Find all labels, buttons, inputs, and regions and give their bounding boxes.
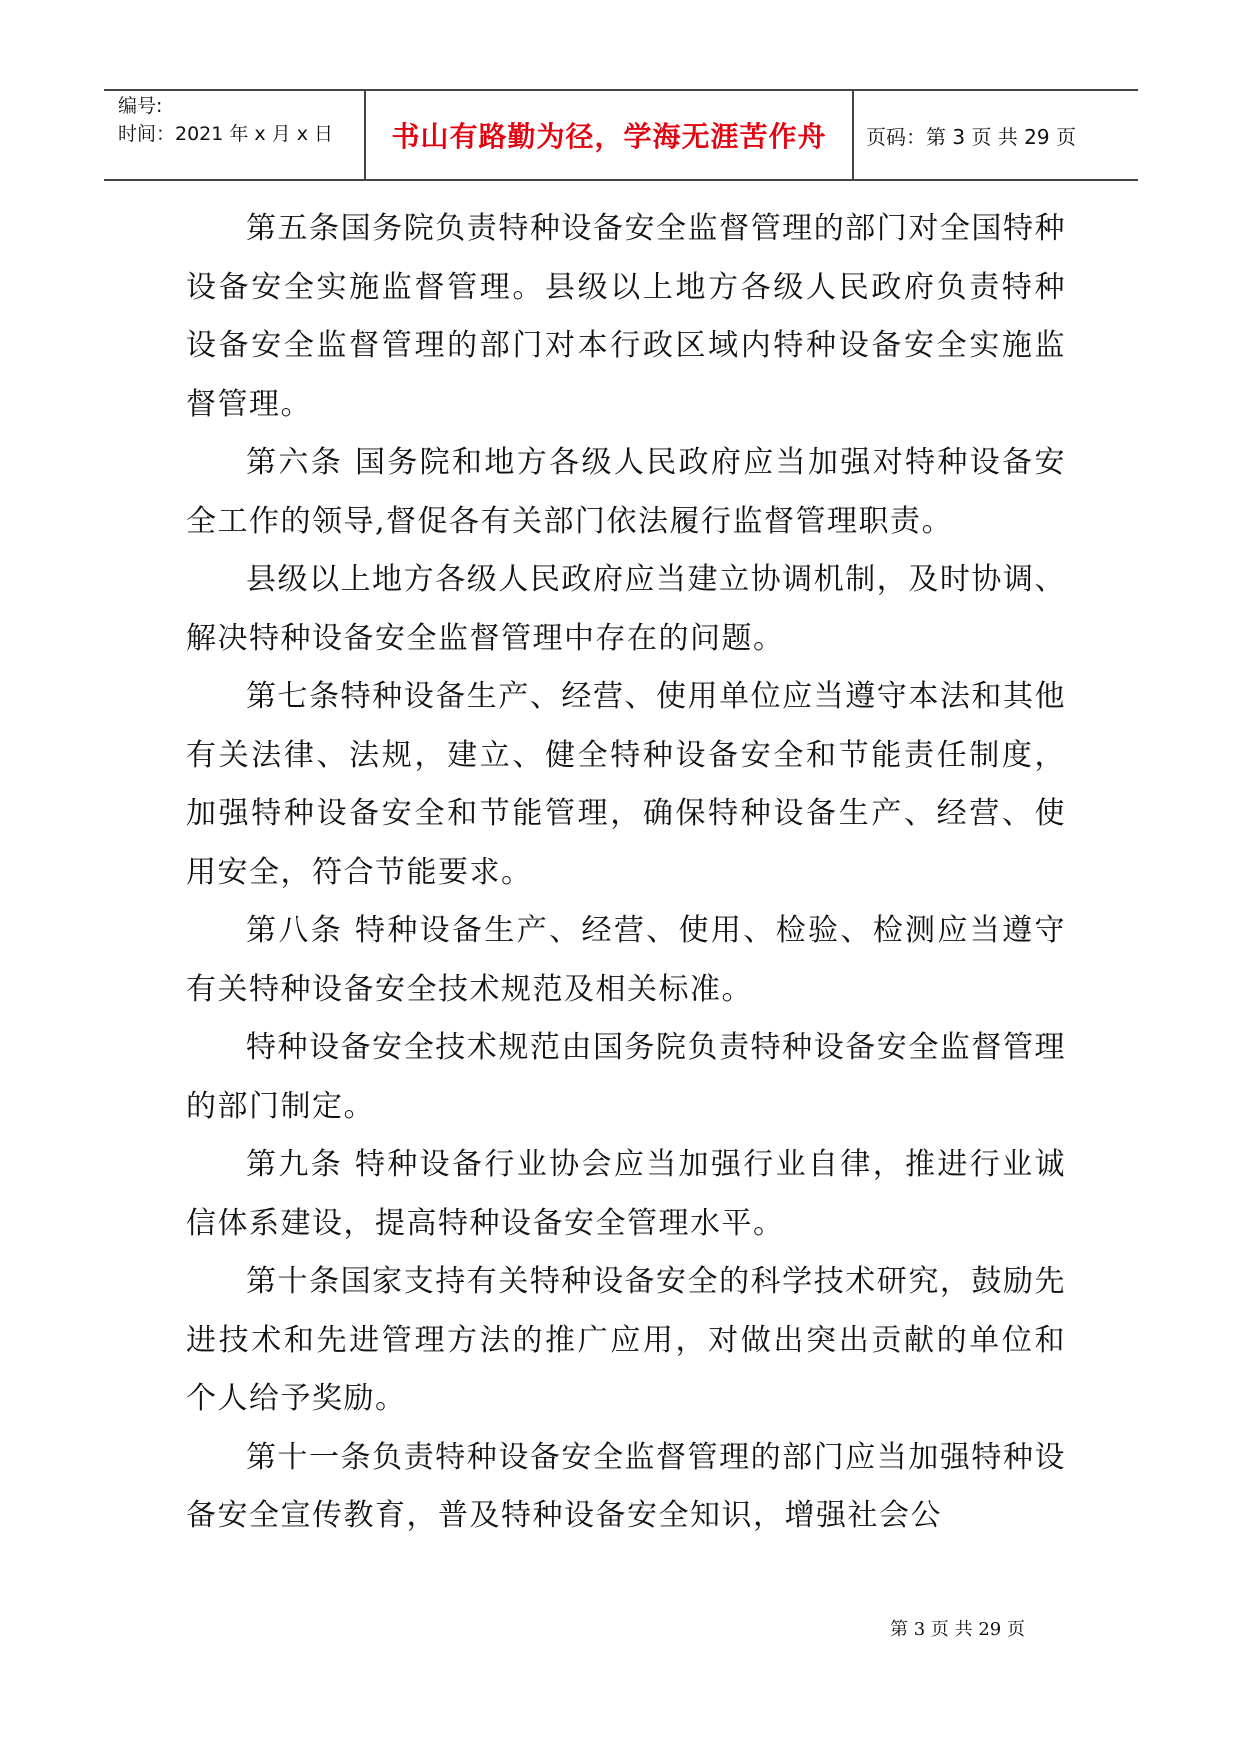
page-footer-number: 第 3 页 共 29 页: [890, 1619, 1025, 1640]
paragraph-article-8: 第八条 特种设备生产、经营、使用、检验、检测应当遵守有关特种设备安全技术规范及相关标准。: [186, 913, 1066, 1007]
header-page-cell: [854, 91, 1138, 179]
header-page-info: 页码：第 3 页 共 29 页: [866, 124, 1076, 149]
header-motto-cell: [366, 91, 854, 179]
document-body: [186, 200, 1066, 1546]
paragraph-article-11: 第十一条负责特种设备安全监督管理的部门应当加强特种设备安全宣传教育，普及特种设备安全知识，增强社会公: [186, 1439, 1066, 1533]
document-time-label: 时间：2021 年 x 月 x 日: [118, 123, 334, 145]
paragraph-article-7: 第七条特种设备生产、经营、使用单位应当遵守本法和其他有关法律、法规，建立、健全特种设备安全和节能责任制度，加强特种设备安全和节能管理，确保特种设备生产、经营、使用安全，符合节能要求。: [186, 679, 1066, 890]
paragraph-article-8-cont: 特种设备安全技术规范由国务院负责特种设备安全监督管理的部门制定。: [186, 1030, 1066, 1124]
paragraph-article-6: 第六条 国务院和地方各级人民政府应当加强对特种设备安全工作的领导,督促各有关部门依法履行监督管理职责。: [186, 445, 1066, 539]
paragraph-article-5: 第五条国务院负责特种设备安全监督管理的部门对全国特种设备安全实施监督管理。县级以上地方各级人民政府负责特种设备安全监督管理的部门对本行政区域内特种设备安全实施监督管理。: [186, 211, 1066, 422]
document-number-label: 编号:: [118, 95, 163, 117]
paragraph-article-9: 第九条 特种设备行业协会应当加强行业自律，推进行业诚信体系建设，提高特种设备安全管理水平。: [186, 1147, 1066, 1241]
paragraph-article-10: 第十条国家支持有关特种设备安全的科学技术研究，鼓励先进技术和先进管理方法的推广应用，对做出突出贡献的单位和个人给予奖励。: [186, 1264, 1066, 1416]
page-header: [104, 89, 1138, 181]
header-motto: 书山有路勤为径，学海无涯苦作舟: [391, 120, 827, 153]
header-meta-cell: [104, 91, 366, 179]
paragraph-article-6-cont: 县级以上地方各级人民政府应当建立协调机制，及时协调、解决特种设备安全监督管理中存在的问题。: [186, 562, 1066, 656]
